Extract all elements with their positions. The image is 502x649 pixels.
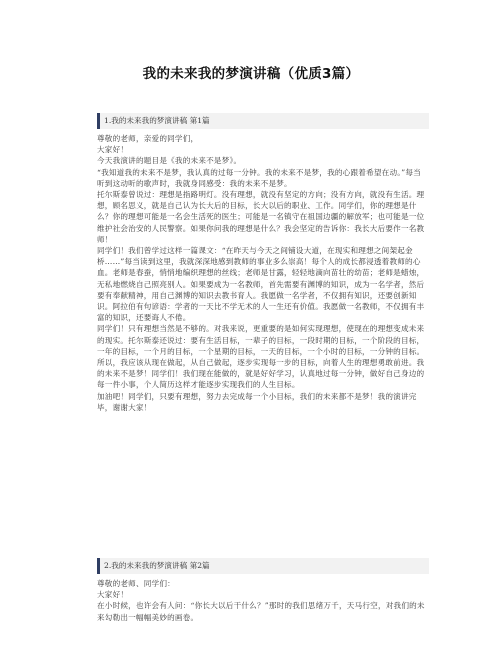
paragraph: 同学们！我们曾学过这样一篇课文：“在昨天与今天之间铺设大道，在现实和理想之间架起金桥……”每当读到这里，我就深深地感到教师的事业多么崇高！每个人的成长都浸透着教师的心血。老师是春蚕，悄悄地编织理想的丝线；老师是甘露，轻轻地滴向苗壮的幼苗；老师是蜡烛，无私地燃烧自己照亮别人。如果要成为一名教师，首先需要有渊博的知识，成为一名学者，然后要有奉献精神，用自己渊博的知识去教书育人。我愿做一名学者，不仅拥有知识，还要创新知识。阿拉伯有句谚语：学者的一天比不学无术的人一生还有价值。我愿做一名教师，不仅拥有丰富的知识，还要诲人不倦。 xyxy=(97,246,425,323)
paragraph: 大家好！ xyxy=(97,590,129,600)
paragraph: 在小时候，也许会有人问：“你长大以后干什么？”那时的我们思绪万千，天马行空，对我们的未来勾勒出一幅幅美妙的画卷。 xyxy=(97,601,425,622)
paragraph: 大家好！ xyxy=(97,145,129,155)
paragraph: “我知道我的未来不是梦，我认真的过每一分钟。我的未来不是梦，我的心跟着希望在动。”每当听到这动听的歌声时，我就身同感受：我的未来不是梦。 xyxy=(97,167,421,188)
paragraph: 尊敬的老师、同学们： xyxy=(97,579,175,588)
section-2-header: 2.我的未来我的梦演讲稿 第2篇 xyxy=(97,558,429,574)
paragraph: 托尔斯泰曾说过：理想是指路明灯。没有理想，就没有坚定的方向；没有方向，就没有生活。理想，顾名思义，就是自己认为长大后的目标，长大以后的职业、工作。同学们，你的理想是什么？你的理想可能是一名会生活死的医生；可能是一名镇守在祖国边疆的解放军；也可能是一位维护社会治安的人民警察。如果你问我的理想是什么？我会坚定的告诉你：我长大后要作一名教师！ xyxy=(97,190,425,244)
document-title: 我的未来我的梦演讲稿（优质3篇） xyxy=(142,66,360,82)
section-1-body xyxy=(97,133,426,413)
paragraph: 今天我演讲的题目是《我的未来不是梦》。 xyxy=(97,156,242,166)
paragraph: 加油吧！同学们，只要有理想，努力去完成每一个小目标，我们的未来都不是梦！我的演讲完毕，谢谢大家！ xyxy=(97,391,417,412)
section-2-body xyxy=(97,578,426,623)
paragraph: 同学们！只有理想当然是不够的。对我来说，更重要的是如何实现理想，使现在的理想变成未来的现实。托尔斯泰还说过：要有生活目标，一辈子的目标，一段时期的目标，一个阶段的目标，一年的目标，一个月的目标，一个星期的目标，一天的目标，一个小时的目标，一分钟的目标。所以，我应该从现在做起，从自己做起，逐步实现每一步的目标，向着人生的理想勇敢前进。我的未来不是梦！同学们！我们现在能做的，就是好好学习，认真地过每一分钟，做好自己身边的每一件小事，个人简历这样才能逐步实现我们的人生目标。 xyxy=(97,324,425,390)
section-1-header: 1.我的未来我的梦演讲稿 第1篇 xyxy=(97,113,429,129)
paragraph: 尊敬的老师，亲爱的同学们， xyxy=(97,134,199,143)
